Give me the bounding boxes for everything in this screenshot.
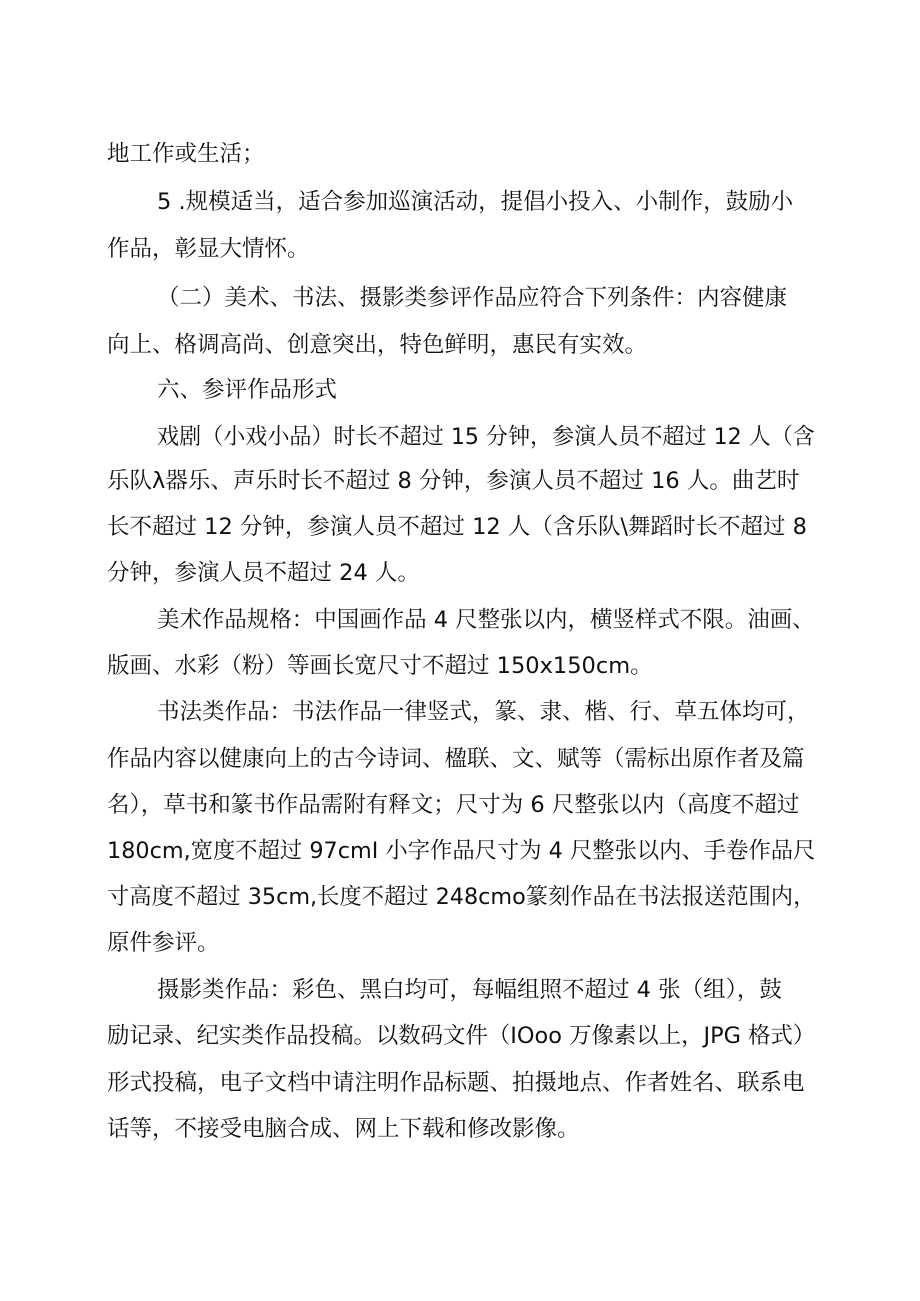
text-line: 形式投稿，电子文档中请注明作品标题、拍摄地点、作者姓名、联系电 [107, 1070, 805, 1096]
text-line: 向上、格调高尚、创意突出，特色鲜明，惠民有实效。 [107, 332, 648, 358]
text-line: 作品内容以健康向上的古今诗词、楹联、文、赋等（需标出原作者及篇 [107, 746, 805, 772]
text-line: （二）美术、书法、摄影类参评作品应符合下列条件：内容健康 [157, 285, 788, 311]
text-line: 乐队λ器乐、声乐时长不超过 8 分钟，参演人员不超过 16 人。曲艺时 [107, 468, 800, 494]
text-line: 5 .规模适当，适合参加巡演活动，提倡小投入、小制作，鼓励小 [157, 189, 794, 215]
text-line: 长不超过 12 分钟，参演人员不超过 12 人（含乐队\舞蹈时长不超过 8 [107, 514, 807, 540]
text-line: 180cm,宽度不超过 97cmI 小字作品尺寸为 4 尺整张以内、手卷作品尺 [107, 838, 816, 864]
text-line: 原件参评。 [107, 930, 220, 956]
text-line: 地工作或生活； [107, 141, 265, 167]
text-line: 书法类作品：书法作品一律竖式，篆、隶、楷、行、草五体均可， [157, 699, 810, 725]
text-line: 摄影类作品：彩色、黑白均可，每幅组照不超过 4 张（组），鼓 [157, 977, 782, 1003]
text-line: 名），草书和篆书作品需附有释文；尺寸为 6 尺整张以内（高度不超过 [107, 792, 800, 818]
text-line: 作品，彰显大情怀。 [107, 236, 310, 262]
text-line: 版画、水彩（粉）等画长宽尺寸不超过 150x150cm。 [107, 653, 653, 679]
section-heading: 六、参评作品形式 [157, 377, 338, 403]
text-line: 美术作品规格：中国画作品 4 尺整张以内，横竖样式不限。油画、 [157, 607, 815, 633]
text-line: 分钟，参演人员不超过 24 人。 [107, 560, 420, 586]
text-line: 寸高度不超过 35cm,长度不超过 248cmo篆刻作品在书法报送范围内， [107, 884, 816, 910]
text-line: 话等，不接受电脑合成、网上下载和修改影像。 [107, 1116, 580, 1142]
text-line: 戏剧（小戏小品）时长不超过 15 分钟，参演人员不超过 12 人（含 [157, 424, 815, 450]
text-line: 励记录、纪实类作品投稿。以数码文件（IOoo 万像素以上，JPG 格式） [107, 1023, 816, 1049]
